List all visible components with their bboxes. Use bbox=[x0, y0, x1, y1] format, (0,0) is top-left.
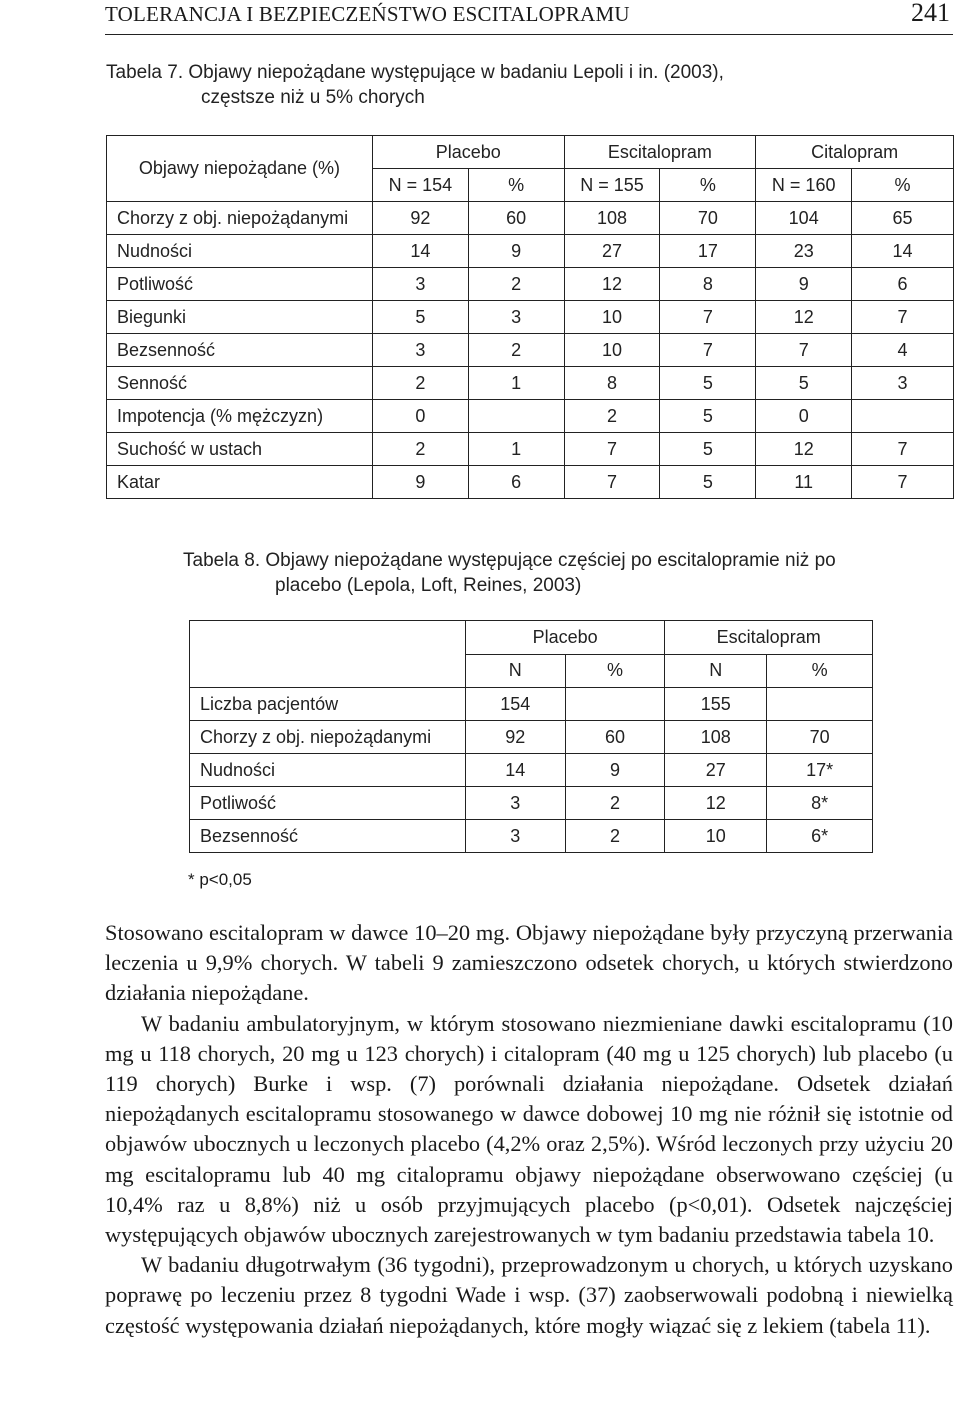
table7-subheader: % bbox=[660, 169, 756, 202]
table7-subheader: N = 160 bbox=[756, 169, 852, 202]
table8-group-placebo: Placebo bbox=[465, 621, 665, 655]
table8-corner-cell bbox=[190, 621, 466, 688]
table8-row-label: Liczba pacjentów bbox=[190, 688, 466, 721]
table7-caption-line1: Objawy niepożądane występujące w badaniu Lepoli i in. (2003), bbox=[188, 62, 724, 83]
table7-subheader: % bbox=[852, 169, 954, 202]
table8 bbox=[189, 620, 873, 853]
table8-cell: 3 bbox=[465, 787, 565, 820]
table7-cell: 92 bbox=[372, 202, 468, 235]
table7-caption-label: Tabela 7. bbox=[106, 62, 184, 83]
table7-row bbox=[107, 202, 954, 235]
table7-cell: 5 bbox=[660, 400, 756, 433]
table7-subheader: N = 155 bbox=[564, 169, 660, 202]
table8-row bbox=[190, 787, 873, 820]
table8-cell: 3 bbox=[465, 820, 565, 853]
table7-cell: 12 bbox=[756, 301, 852, 334]
table7-cell: 5 bbox=[660, 367, 756, 400]
table7-cell: 12 bbox=[564, 268, 660, 301]
table7-cell: 7 bbox=[852, 466, 954, 499]
table7-row bbox=[107, 235, 954, 268]
table7-cell: 3 bbox=[852, 367, 954, 400]
table7-caption-line2: częstsze niż u 5% chorych bbox=[201, 87, 425, 108]
table7-row-label: Katar bbox=[107, 466, 373, 499]
table7-row-label: Biegunki bbox=[107, 301, 373, 334]
table8-cell: 9 bbox=[565, 754, 665, 787]
table7-cell: 2 bbox=[468, 268, 564, 301]
table8-cell: 8* bbox=[767, 787, 873, 820]
table7-cell: 2 bbox=[372, 367, 468, 400]
table7-caption bbox=[106, 60, 926, 110]
table7-group-placebo: Placebo bbox=[372, 136, 564, 169]
table7-row bbox=[107, 466, 954, 499]
table7-cell: 7 bbox=[564, 466, 660, 499]
table7-cell: 23 bbox=[756, 235, 852, 268]
table7-cell: 6 bbox=[468, 466, 564, 499]
table8-cell: 14 bbox=[465, 754, 565, 787]
table7-cell: 7 bbox=[852, 433, 954, 466]
table8-caption bbox=[183, 548, 903, 598]
table8-group-escitalopram: Escitalopram bbox=[665, 621, 873, 655]
table7-cell bbox=[468, 400, 564, 433]
table7-cell: 11 bbox=[756, 466, 852, 499]
table7-row-label: Suchość w ustach bbox=[107, 433, 373, 466]
table7-cell: 5 bbox=[372, 301, 468, 334]
table8-row-label: Bezsenność bbox=[190, 820, 466, 853]
table7-row-label: Impotencja (% mężczyzn) bbox=[107, 400, 373, 433]
body-paragraph: W badaniu długotrwałym (36 tygodni), przeprowadzonym u chorych, u których uzyskano poprawę po leczeniu przez 8 tygodni Wade i wsp. (37) zaobserwowali podobną i niewielką częstość występowania działań niepożądanych, które mogły wiązać się z lekiem (tabela 11). bbox=[105, 1252, 953, 1338]
table7-cell: 2 bbox=[372, 433, 468, 466]
table7-cell: 2 bbox=[468, 334, 564, 367]
table7-cell: 14 bbox=[852, 235, 954, 268]
table7-cell: 7 bbox=[852, 301, 954, 334]
table8-cell: 17* bbox=[767, 754, 873, 787]
table7-cell: 3 bbox=[372, 268, 468, 301]
table7-cell: 4 bbox=[852, 334, 954, 367]
table8-cell bbox=[767, 688, 873, 721]
table7-row bbox=[107, 400, 954, 433]
table7-cell: 7 bbox=[660, 334, 756, 367]
table8-subheader: % bbox=[767, 654, 873, 688]
table7 bbox=[106, 135, 954, 499]
table7-cell: 60 bbox=[468, 202, 564, 235]
table7-cell: 3 bbox=[468, 301, 564, 334]
table8-caption-line2: placebo (Lepola, Loft, Reines, 2003) bbox=[275, 575, 582, 596]
table8-cell: 155 bbox=[665, 688, 767, 721]
table8-row bbox=[190, 754, 873, 787]
table7-cell: 9 bbox=[372, 466, 468, 499]
table7-cell: 2 bbox=[564, 400, 660, 433]
table8-caption-line1: Objawy niepożądane występujące częściej po escitalopramie niż po bbox=[265, 550, 836, 571]
table8-row bbox=[190, 721, 873, 754]
table8-row-label: Chorzy z obj. niepożądanymi bbox=[190, 721, 466, 754]
table7-cell: 65 bbox=[852, 202, 954, 235]
table7-row-label: Potliwość bbox=[107, 268, 373, 301]
table7-cell: 10 bbox=[564, 301, 660, 334]
table8-cell: 27 bbox=[665, 754, 767, 787]
table8-row-label: Nudności bbox=[190, 754, 466, 787]
table7-cell: 8 bbox=[564, 367, 660, 400]
table7-row-label: Bezsenność bbox=[107, 334, 373, 367]
table7-cell: 8 bbox=[660, 268, 756, 301]
table8-cell: 10 bbox=[665, 820, 767, 853]
table8-header-row bbox=[190, 621, 873, 655]
body-paragraph: W badaniu ambulatoryjnym, w którym stosowano niezmieniane dawki escitalopramu (10 mg u 118 chorych, 20 mg u 123 chorych) i citalopram (40 mg u 125 chorych) lub placebo (u 119 chorych) Burke i wsp. (7) porównali działania niepożądane. Odsetek działań niepożądanych escitalopramu stosowanego w dawce dobowej 10 mg nie różnił się istotnie od objawów ubocznych u leczonych placebo (4,2% oraz 2,5%). Wśród leczonych przy użyciu 20 mg escitalopramu lub 40 mg citalopramu objawy niepożądane obserwowano częściej (u 10,4% raz u 8,8%) niż u osób przyjmujących placebo (p<0,01). Odsetek najczęściej występujących objawów ubocznych zarejestrowanych w tym badaniu przedstawia tabela 10. bbox=[105, 1010, 953, 1248]
table7-subheader: N = 154 bbox=[372, 169, 468, 202]
table8-subheader: % bbox=[565, 654, 665, 688]
page-number: 241 bbox=[911, 0, 950, 27]
table8-cell: 154 bbox=[465, 688, 565, 721]
table8-subheader: N bbox=[665, 654, 767, 688]
table7-cell: 0 bbox=[372, 400, 468, 433]
table7-cell: 5 bbox=[660, 433, 756, 466]
table7-cell: 10 bbox=[564, 334, 660, 367]
table7-cell: 5 bbox=[660, 466, 756, 499]
table8-cell bbox=[565, 688, 665, 721]
table7-row bbox=[107, 433, 954, 466]
table7-group-escitalopram: Escitalopram bbox=[564, 136, 756, 169]
table8-cell: 2 bbox=[565, 787, 665, 820]
table7-row-header: Objawy niepożądane (%) bbox=[107, 136, 373, 202]
table7-cell: 104 bbox=[756, 202, 852, 235]
table7-cell: 14 bbox=[372, 235, 468, 268]
table7-subheader: % bbox=[468, 169, 564, 202]
table7-cell: 3 bbox=[372, 334, 468, 367]
table8-cell: 2 bbox=[565, 820, 665, 853]
table8-footnote: * p<0,05 bbox=[188, 870, 252, 889]
table7-cell: 7 bbox=[660, 301, 756, 334]
table7-cell: 7 bbox=[756, 334, 852, 367]
table8-cell: 12 bbox=[665, 787, 767, 820]
table7-cell: 9 bbox=[468, 235, 564, 268]
table7-row-label: Chorzy z obj. niepożądanymi bbox=[107, 202, 373, 235]
table8-cell: 6* bbox=[767, 820, 873, 853]
table8-row-label: Potliwość bbox=[190, 787, 466, 820]
body-text bbox=[105, 918, 953, 1341]
table7-row bbox=[107, 367, 954, 400]
table7-cell: 12 bbox=[756, 433, 852, 466]
table7-row-label: Nudności bbox=[107, 235, 373, 268]
table7-cell bbox=[852, 400, 954, 433]
table7-cell: 9 bbox=[756, 268, 852, 301]
table7-cell: 5 bbox=[756, 367, 852, 400]
table8-cell: 60 bbox=[565, 721, 665, 754]
table7-cell: 1 bbox=[468, 367, 564, 400]
table7-row bbox=[107, 334, 954, 367]
table8-caption-label: Tabela 8. bbox=[183, 550, 261, 571]
table8-row bbox=[190, 820, 873, 853]
body-paragraph: Stosowano escitalopram w dawce 10–20 mg. Objawy niepożądane były przyczyną przerwania leczenia u 9,9% chorych. W tabeli 9 zamieszczono odsetek chorych, u których stwierdzono działania niepożądane. bbox=[105, 920, 953, 1006]
table7-header-row bbox=[107, 136, 954, 169]
table8-cell: 108 bbox=[665, 721, 767, 754]
table7-cell: 27 bbox=[564, 235, 660, 268]
table7-row-label: Senność bbox=[107, 367, 373, 400]
table7-cell: 6 bbox=[852, 268, 954, 301]
table8-subheader: N bbox=[465, 654, 565, 688]
table7-cell: 70 bbox=[660, 202, 756, 235]
running-header bbox=[105, 2, 950, 32]
table7-row bbox=[107, 268, 954, 301]
table8-cell: 70 bbox=[767, 721, 873, 754]
table7-cell: 17 bbox=[660, 235, 756, 268]
table7-cell: 0 bbox=[756, 400, 852, 433]
table7-cell: 1 bbox=[468, 433, 564, 466]
table7-group-citalopram: Citalopram bbox=[756, 136, 954, 169]
header-rule bbox=[105, 34, 953, 35]
running-title: TOLERANCJA I BEZPIECZEŃSTWO ESCITALOPRAMU bbox=[105, 2, 630, 26]
table7-cell: 108 bbox=[564, 202, 660, 235]
table8-row bbox=[190, 688, 873, 721]
table7-cell: 7 bbox=[564, 433, 660, 466]
table8-cell: 92 bbox=[465, 721, 565, 754]
table7-row bbox=[107, 301, 954, 334]
